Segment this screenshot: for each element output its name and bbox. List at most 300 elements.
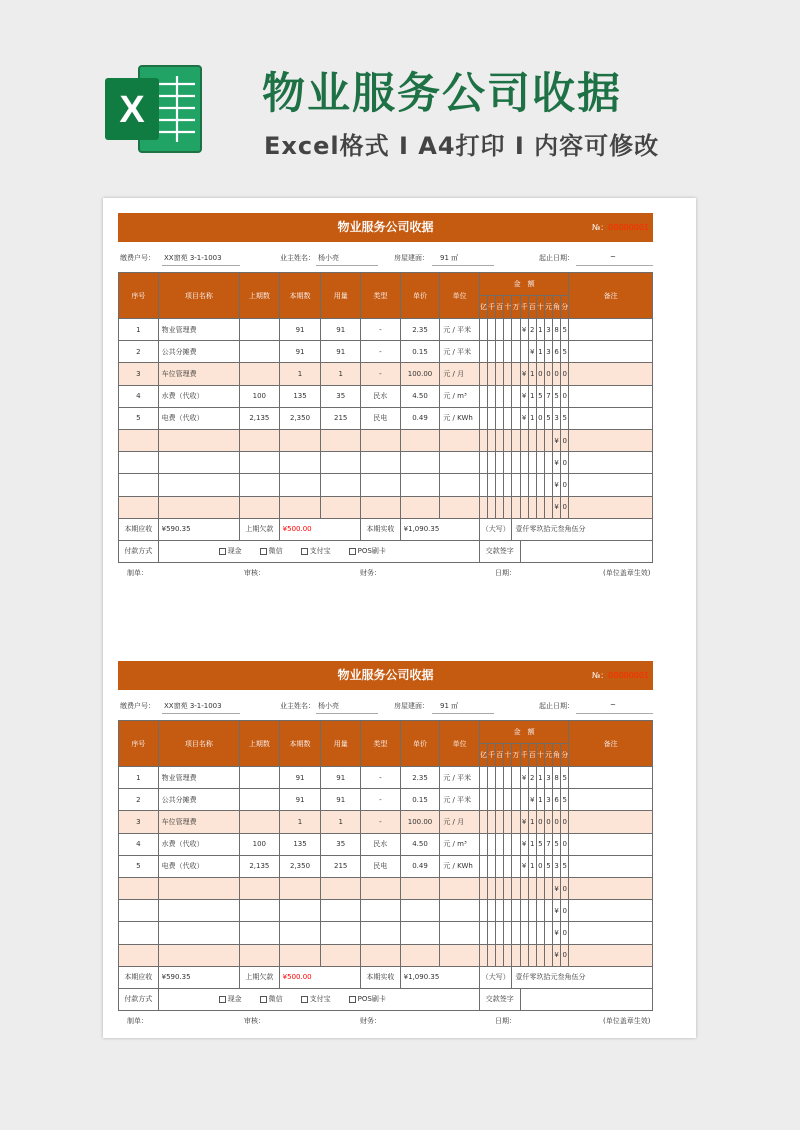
amount-digit: ¥: [553, 496, 561, 518]
checkbox-icon[interactable]: [260, 996, 267, 1003]
unit-price: 2.35: [400, 319, 440, 341]
curr-reading: [279, 877, 321, 899]
amount-digit: [496, 319, 504, 341]
amount-digit: [488, 855, 496, 877]
unit-price: 100.00: [400, 811, 440, 833]
due-label: 本期应收: [119, 966, 159, 988]
date-label: 起止日期：: [539, 702, 574, 710]
payment-option[interactable]: [217, 994, 242, 1004]
payment-option[interactable]: [299, 994, 331, 1004]
column-header: 上期数: [240, 721, 280, 767]
amount-digit: [512, 407, 520, 429]
usage: [321, 452, 361, 474]
amount-digit: 7: [544, 833, 552, 855]
payment-option-label: 支付宝: [309, 547, 331, 556]
amount-digit: [504, 900, 512, 922]
amount-digit: [488, 429, 496, 451]
curr-reading: 135: [279, 833, 321, 855]
amount-digit: 0: [536, 811, 544, 833]
amount-digit: [496, 407, 504, 429]
amount-digit: 1: [528, 363, 536, 385]
payer-value: XX窗苑 3-1-1003: [164, 702, 222, 710]
amount-digit: [488, 363, 496, 385]
amount-digit: [504, 877, 512, 899]
amount-digit: [504, 429, 512, 451]
amount-digit: [504, 341, 512, 363]
unit-price: [400, 496, 440, 518]
amount-digit: [488, 407, 496, 429]
payment-method-label: 付款方式: [119, 540, 159, 562]
item-name: 水费（代收）: [158, 833, 239, 855]
checkbox-icon[interactable]: [301, 548, 308, 555]
date-label: 起止日期：: [539, 254, 574, 262]
usage: [321, 429, 361, 451]
checkbox-icon[interactable]: [219, 548, 226, 555]
type: [361, 922, 401, 944]
amount-digit: 5: [544, 855, 552, 877]
amount-digit: [479, 789, 487, 811]
type: -: [361, 363, 401, 385]
totals-row: [119, 518, 653, 540]
row-number: 5: [119, 407, 159, 429]
usage: 35: [321, 385, 361, 407]
column-header: 本期数: [279, 721, 321, 767]
amount-digit: [504, 407, 512, 429]
column-header: 本期数: [279, 273, 321, 319]
table-header-row: [119, 273, 653, 296]
amount-digit: 3: [544, 319, 552, 341]
paid-label: 本期实收: [361, 966, 401, 988]
upper-value: 壹仟零玖拾元叁角伍分: [512, 518, 653, 540]
unit-price: [400, 900, 440, 922]
remark-cell: [569, 855, 653, 877]
amount-digit: [512, 922, 520, 944]
row-number: [119, 474, 159, 496]
type: [361, 877, 401, 899]
amount-digit: [504, 452, 512, 474]
usage: 91: [321, 767, 361, 789]
row-number: [119, 877, 159, 899]
amount-digit: [512, 363, 520, 385]
digit-header: 千: [520, 296, 528, 319]
item-name: [158, 877, 239, 899]
amount-digit: ¥: [520, 319, 528, 341]
type: -: [361, 811, 401, 833]
owner-label: 业主姓名：: [280, 702, 315, 710]
prev-reading: [240, 363, 280, 385]
paid-value: ¥1,090.35: [400, 518, 479, 540]
paid-value: ¥1,090.35: [400, 966, 479, 988]
amount-digit: [544, 877, 552, 899]
payment-option[interactable]: [258, 994, 283, 1004]
amount-digit: 0: [561, 833, 569, 855]
checkbox-icon[interactable]: [260, 548, 267, 555]
amount-digit: 0: [561, 452, 569, 474]
signature-line: [118, 1011, 653, 1029]
unit-price: 100.00: [400, 363, 440, 385]
amount-digit: [504, 944, 512, 966]
item-name: 车位管理费: [158, 811, 239, 833]
area-label: 房屋建面：: [394, 254, 429, 262]
amount-digit: [479, 833, 487, 855]
payment-row: [119, 988, 653, 1010]
amount-digit: [544, 474, 552, 496]
area-value: 91 ㎡: [440, 702, 459, 710]
digit-header: 分: [561, 296, 569, 319]
usage: [321, 496, 361, 518]
column-header-amount: 金 额: [479, 273, 568, 296]
amount-digit: [496, 855, 504, 877]
curr-reading: 135: [279, 385, 321, 407]
amount-digit: 7: [544, 385, 552, 407]
amount-digit: 1: [528, 407, 536, 429]
amount-digit: [488, 341, 496, 363]
amount-digit: ¥: [553, 429, 561, 451]
amount-digit: [520, 341, 528, 363]
prev-reading: 2,135: [240, 855, 280, 877]
curr-reading: 91: [279, 341, 321, 363]
amount-digit: [520, 452, 528, 474]
amount-digit: [528, 496, 536, 518]
column-header: 单价: [400, 721, 440, 767]
amount-digit: 5: [553, 385, 561, 407]
usage: 215: [321, 407, 361, 429]
amount-digit: 3: [544, 341, 552, 363]
unit: [440, 944, 480, 966]
payment-option[interactable]: [347, 546, 386, 556]
usage: [321, 900, 361, 922]
prev-reading: [240, 789, 280, 811]
amount-digit: 5: [553, 833, 561, 855]
amount-digit: [528, 474, 536, 496]
column-header: 单位: [440, 273, 480, 319]
prev-reading: [240, 767, 280, 789]
amount-digit: ¥: [553, 474, 561, 496]
unit: 元 / 平米: [440, 767, 480, 789]
amount-digit: [512, 767, 520, 789]
checkbox-icon[interactable]: [219, 996, 226, 1003]
table-row: [119, 452, 653, 474]
amount-digit: [512, 944, 520, 966]
amount-digit: [479, 319, 487, 341]
remark-cell: [569, 789, 653, 811]
amount-digit: 2: [528, 319, 536, 341]
receipt-number: [592, 213, 649, 242]
amount-digit: 1: [536, 767, 544, 789]
amount-digit: ¥: [520, 767, 528, 789]
amount-digit: ¥: [520, 385, 528, 407]
table-row: [119, 877, 653, 899]
amount-digit: [488, 877, 496, 899]
prev-reading: [240, 319, 280, 341]
maker-label: 制单：: [127, 1016, 148, 1025]
prev-reading: [240, 922, 280, 944]
amount-digit: [536, 429, 544, 451]
unit: 元 / 平米: [440, 789, 480, 811]
excel-logo-icon: [103, 62, 203, 156]
amount-digit: [496, 767, 504, 789]
payment-option[interactable]: [217, 546, 242, 556]
amount-digit: [496, 944, 504, 966]
amount-digit: 8: [553, 767, 561, 789]
amount-digit: [496, 789, 504, 811]
amount-digit: 3: [553, 855, 561, 877]
row-number: 3: [119, 363, 159, 385]
amount-digit: [488, 833, 496, 855]
payment-option[interactable]: [299, 546, 331, 556]
amount-digit: [496, 474, 504, 496]
checkbox-icon[interactable]: [349, 548, 356, 555]
digit-header: 十: [504, 296, 512, 319]
owed-value: ¥500.00: [279, 518, 360, 540]
owner-label: 业主姓名：: [280, 254, 315, 262]
amount-digit: [479, 474, 487, 496]
amount-digit: [496, 922, 504, 944]
remark-cell: [569, 877, 653, 899]
unit-price: [400, 922, 440, 944]
unit: 元 / 平米: [440, 319, 480, 341]
digit-header: 千: [488, 744, 496, 767]
type: [361, 496, 401, 518]
amount-digit: 5: [536, 833, 544, 855]
row-number: 2: [119, 341, 159, 363]
item-name: [158, 900, 239, 922]
digit-header: 十: [536, 296, 544, 319]
amount-digit: 0: [553, 363, 561, 385]
receipt-title: 物业服务公司收据: [337, 220, 434, 234]
item-name: 物业管理费: [158, 767, 239, 789]
type: 民水: [361, 385, 401, 407]
curr-reading: 1: [279, 363, 321, 385]
digit-header: 万: [512, 744, 520, 767]
amount-digit: [488, 922, 496, 944]
area-value: 91 ㎡: [440, 254, 459, 262]
usage: 91: [321, 789, 361, 811]
table-row: [119, 833, 653, 855]
remark-cell: [569, 341, 653, 363]
column-header: 单位: [440, 721, 480, 767]
receipt-number: [592, 661, 649, 690]
unit: 元 / KWh: [440, 855, 480, 877]
unit: 元 / m³: [440, 385, 480, 407]
table-row: [119, 811, 653, 833]
amount-digit: [536, 922, 544, 944]
unit-price: 0.49: [400, 855, 440, 877]
row-number: 1: [119, 319, 159, 341]
digit-header: 十: [504, 744, 512, 767]
amount-digit: [512, 429, 520, 451]
amount-digit: [536, 877, 544, 899]
amount-digit: [512, 833, 520, 855]
amount-digit: [528, 429, 536, 451]
item-name: [158, 922, 239, 944]
payment-options: [158, 988, 479, 1010]
stamp-note: (单位盖章生效): [603, 568, 651, 577]
receipt-meta: [118, 242, 653, 272]
table-row: [119, 767, 653, 789]
digit-header: 元: [544, 744, 552, 767]
type: [361, 429, 401, 451]
prev-reading: 2,135: [240, 407, 280, 429]
amount-digit: [479, 811, 487, 833]
amount-digit: [536, 944, 544, 966]
amount-digit: ¥: [528, 341, 536, 363]
digit-header: 百: [496, 744, 504, 767]
digit-header: 百: [528, 296, 536, 319]
payer-label: 缴费户号：: [120, 254, 155, 262]
prev-reading: [240, 944, 280, 966]
payer-label: 缴费户号：: [120, 702, 155, 710]
digit-header: 万: [512, 296, 520, 319]
type: -: [361, 767, 401, 789]
payment-option[interactable]: [258, 546, 283, 556]
amount-digit: 5: [561, 767, 569, 789]
amount-digit: ¥: [520, 855, 528, 877]
item-name: [158, 452, 239, 474]
amount-digit: [544, 900, 552, 922]
column-header-remark: 备注: [569, 273, 653, 319]
usage: [321, 474, 361, 496]
amount-digit: [504, 496, 512, 518]
amount-digit: [512, 341, 520, 363]
upper-label: （大写）: [479, 518, 512, 540]
amount-digit: [496, 385, 504, 407]
item-name: [158, 944, 239, 966]
curr-reading: [279, 944, 321, 966]
unit: 元 / 月: [440, 363, 480, 385]
amount-digit: [504, 833, 512, 855]
amount-digit: [512, 452, 520, 474]
amount-digit: [512, 900, 520, 922]
payment-option-label: 现金: [227, 995, 242, 1004]
type: 民水: [361, 833, 401, 855]
amount-digit: 6: [553, 341, 561, 363]
item-name: 公共分摊费: [158, 789, 239, 811]
owed-label: 上期欠款: [240, 966, 280, 988]
payment-method-label: 付款方式: [119, 988, 159, 1010]
digit-header: 千: [488, 296, 496, 319]
amount-digit: [520, 496, 528, 518]
amount-digit: [504, 789, 512, 811]
amount-digit: [488, 811, 496, 833]
amount-digit: [520, 474, 528, 496]
amount-digit: 1: [528, 385, 536, 407]
amount-digit: 1: [536, 341, 544, 363]
remark-cell: [569, 922, 653, 944]
amount-digit: [496, 452, 504, 474]
checkbox-icon[interactable]: [349, 996, 356, 1003]
remark-cell: [569, 452, 653, 474]
promo-header: [0, 0, 800, 195]
amount-digit: [496, 496, 504, 518]
amount-digit: [504, 855, 512, 877]
checkbox-icon[interactable]: [301, 996, 308, 1003]
column-header-remark: 备注: [569, 721, 653, 767]
amount-digit: ¥: [553, 922, 561, 944]
amount-digit: 0: [561, 363, 569, 385]
amount-digit: 0: [561, 496, 569, 518]
amount-digit: [504, 385, 512, 407]
amount-digit: ¥: [520, 407, 528, 429]
unit: [440, 429, 480, 451]
receipt-top: [118, 213, 653, 581]
amount-digit: [488, 900, 496, 922]
curr-reading: 2,350: [279, 407, 321, 429]
type: [361, 474, 401, 496]
column-header-amount: 金 额: [479, 721, 568, 744]
row-number: 2: [119, 789, 159, 811]
column-header: 序号: [119, 721, 159, 767]
due-value: ¥590.35: [158, 518, 239, 540]
amount-digit: 3: [544, 767, 552, 789]
amount-digit: [488, 319, 496, 341]
item-name: 公共分摊费: [158, 341, 239, 363]
sign-field[interactable]: [520, 988, 652, 1010]
amount-digit: [520, 922, 528, 944]
amount-digit: 5: [561, 855, 569, 877]
remark-cell: [569, 363, 653, 385]
amount-digit: [496, 811, 504, 833]
row-number: 4: [119, 385, 159, 407]
amount-digit: [479, 363, 487, 385]
amount-digit: [496, 900, 504, 922]
row-number: 3: [119, 811, 159, 833]
amount-digit: 0: [536, 363, 544, 385]
amount-digit: [528, 922, 536, 944]
amount-digit: [488, 944, 496, 966]
unit-price: 2.35: [400, 767, 440, 789]
page-subtitle: Excel格式 I A4打印 I 内容可修改: [264, 132, 660, 160]
amount-digit: [528, 452, 536, 474]
sign-field[interactable]: [520, 540, 652, 562]
amount-digit: 0: [561, 922, 569, 944]
column-header: 用量: [321, 273, 361, 319]
remark-cell: [569, 900, 653, 922]
amount-digit: [479, 900, 487, 922]
amount-digit: [520, 877, 528, 899]
payment-option[interactable]: [347, 994, 386, 1004]
unit: [440, 452, 480, 474]
payment-options: [158, 540, 479, 562]
date-value: ~: [610, 701, 616, 709]
amount-digit: [479, 944, 487, 966]
amount-digit: [544, 496, 552, 518]
finance-label: 财务：: [360, 568, 381, 577]
amount-digit: [528, 900, 536, 922]
curr-reading: 1: [279, 811, 321, 833]
amount-digit: 0: [544, 363, 552, 385]
remark-cell: [569, 407, 653, 429]
usage: [321, 877, 361, 899]
digit-header: 亿: [479, 296, 487, 319]
unit: [440, 496, 480, 518]
row-number: [119, 900, 159, 922]
amount-digit: [512, 789, 520, 811]
amount-digit: 5: [561, 407, 569, 429]
amount-digit: [488, 767, 496, 789]
unit-price: 4.50: [400, 385, 440, 407]
curr-reading: [279, 922, 321, 944]
item-name: [158, 474, 239, 496]
usage: 1: [321, 363, 361, 385]
prev-reading: [240, 496, 280, 518]
amount-digit: [512, 474, 520, 496]
table-row: [119, 474, 653, 496]
receipt-table: [118, 720, 653, 1011]
amount-digit: 1: [536, 319, 544, 341]
amount-digit: 0: [536, 407, 544, 429]
amount-digit: [512, 385, 520, 407]
